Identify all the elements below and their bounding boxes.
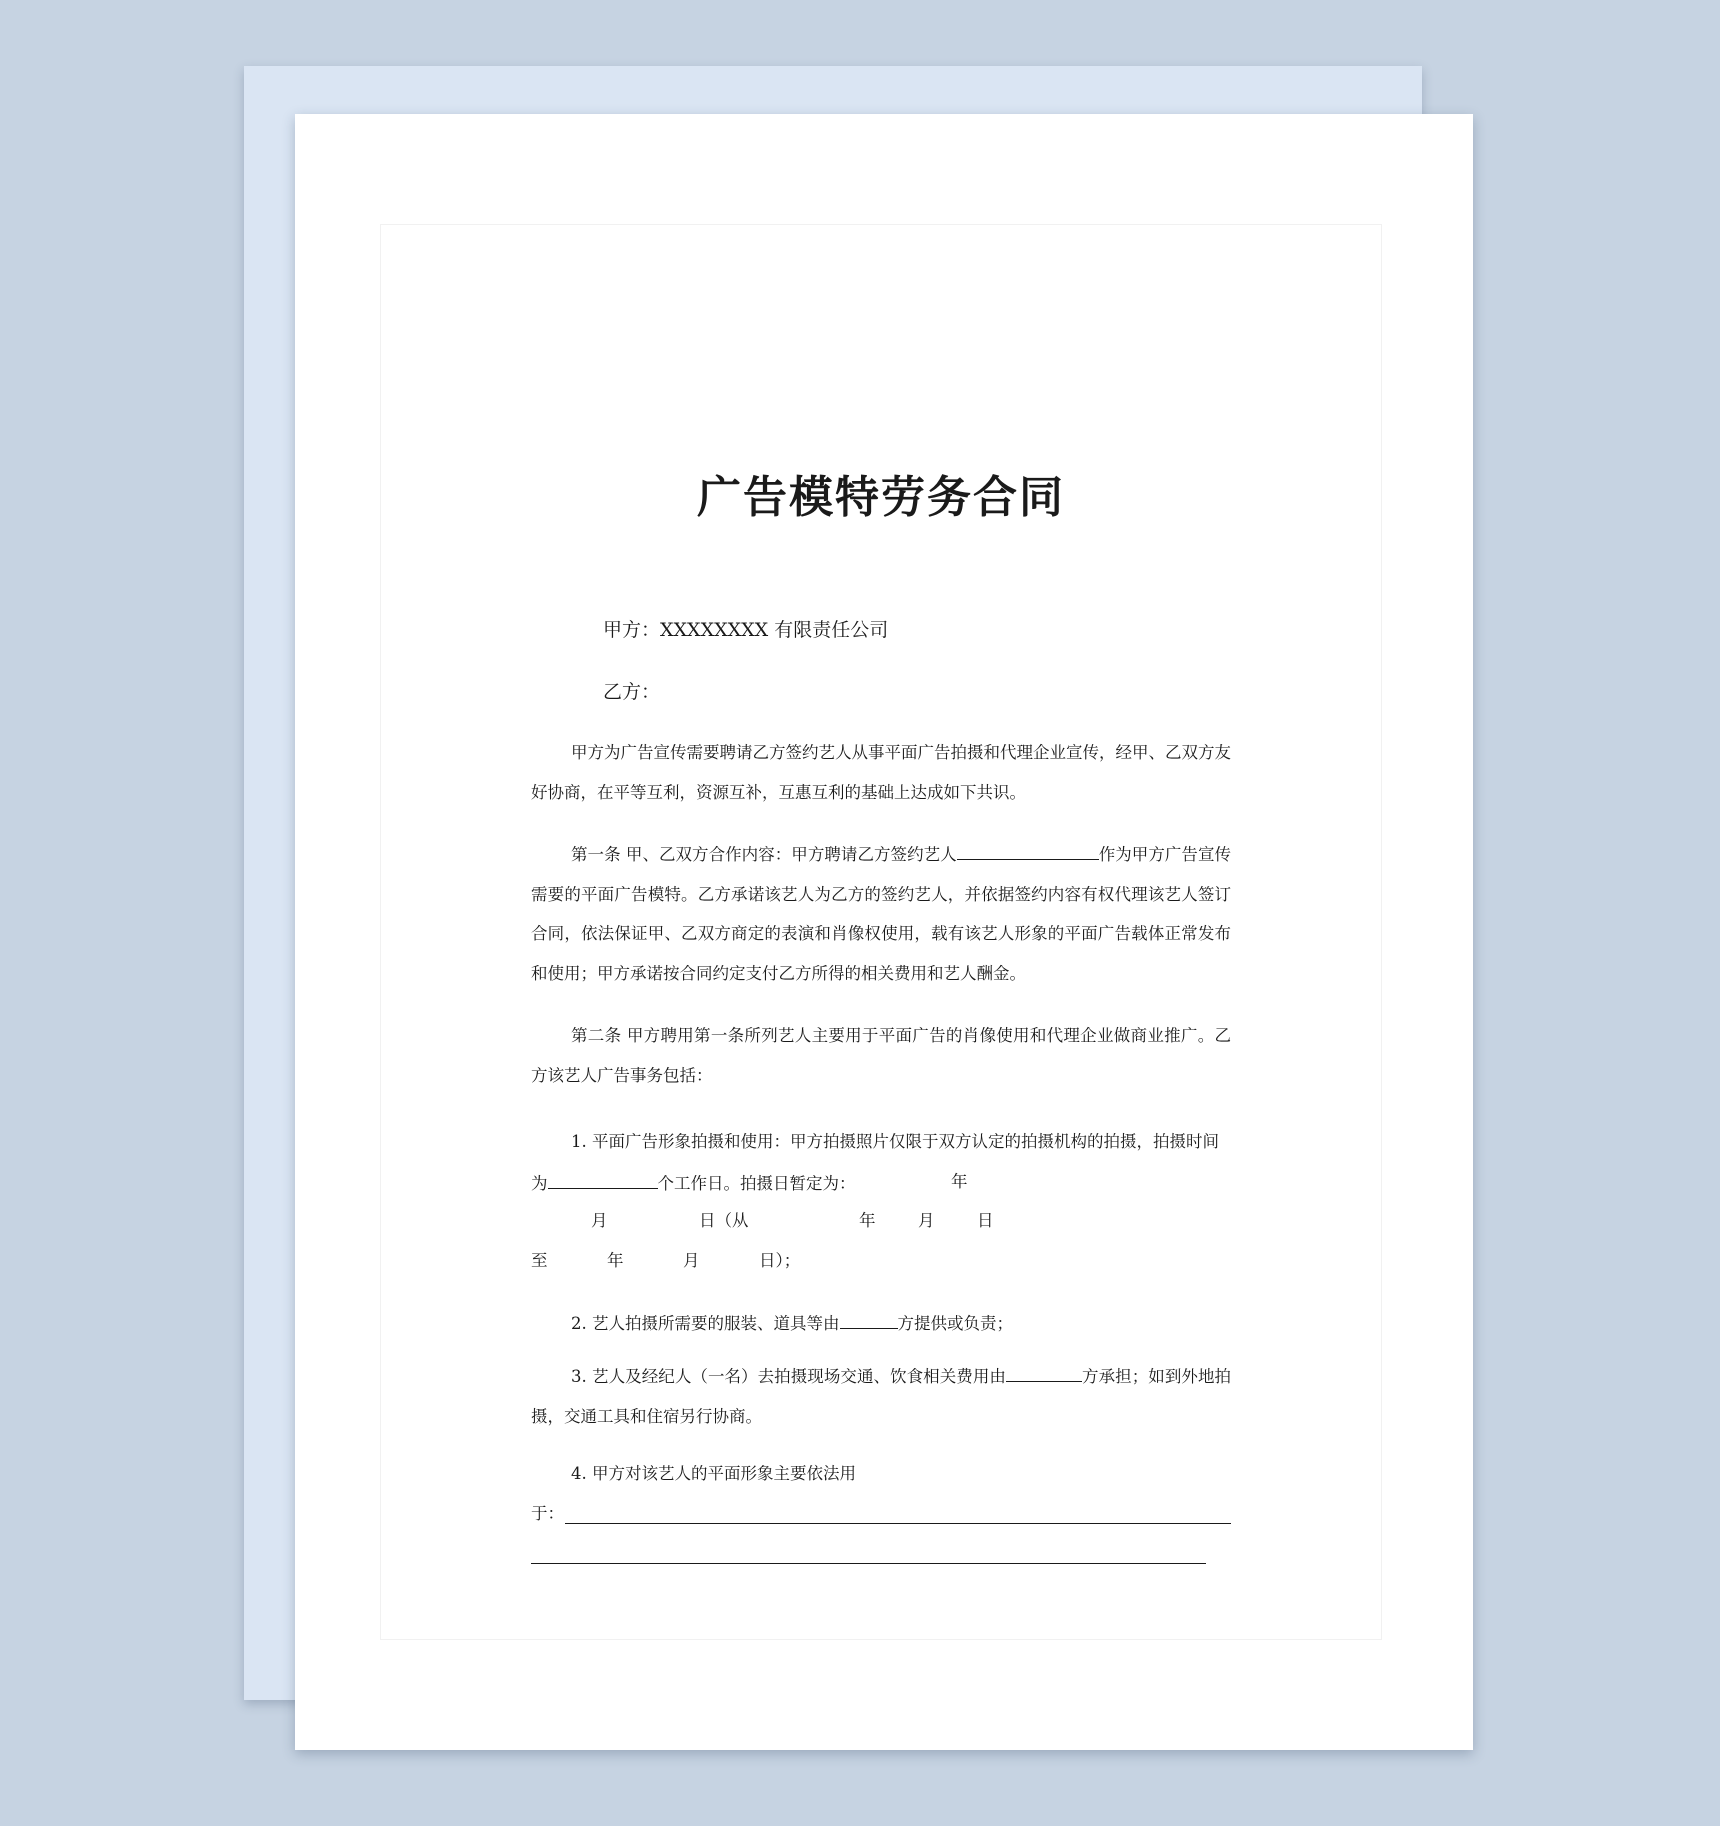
artist-name-blank xyxy=(957,841,1099,860)
item-3-text-before: 3. 艺人及经纪人（一名）去拍摄现场交通、饮食相关费用由 xyxy=(571,1367,1006,1386)
intro-paragraph: 甲方为广告宣传需要聘请乙方签约艺人从事平面广告拍摄和代理企业宣传，经甲、乙双方友好协商，在平等互利，资源互补，互惠互利的基础上达成如下共识。 xyxy=(531,743,1231,802)
item-1-to-year-label: 年 xyxy=(607,1251,624,1270)
party-b-line: 乙方： xyxy=(603,681,661,703)
item-1-line-2 xyxy=(531,1170,856,1196)
item-1-workdays-text: 个工作日。拍摄日暂定为： xyxy=(657,1174,856,1193)
article-1-text-after: 作为甲方广告宣传需要的平面广告模特。乙方承诺该艺人为乙方的签约艺人，并依据签约内容有权代理该艺人签订合同，依法保证甲、乙双方商定的表演和肖像权使用，载有该艺人形象的平面广告载体正常发布和使用；甲方承诺按合同约定支付乙方所得的相关费用和艺人酬金。 xyxy=(531,845,1231,983)
item-4-line-2: 于： xyxy=(531,1504,564,1523)
page-content-frame xyxy=(380,224,1382,1640)
item-1-from-month-label: 月 xyxy=(918,1211,935,1230)
item-3-party-blank xyxy=(1006,1363,1082,1382)
item-1-to-month-label: 月 xyxy=(683,1251,700,1270)
item-4-usage-blank-line-1 xyxy=(565,1523,1231,1524)
article-2-paragraph: 第二条 甲方聘用第一条所列艺人主要用于平面广告的肖像使用和代理企业做商业推广。乙方该艺人广告事务包括： xyxy=(531,1026,1231,1085)
item-3-text-after: 方承担；如到外地拍摄，交通工具和住宿另行协商。 xyxy=(531,1367,1231,1426)
front-page-sheet xyxy=(295,114,1473,1750)
item-1-to-label: 至 xyxy=(531,1251,548,1270)
article-1-text-before: 第一条 甲、乙双方合作内容：甲方聘请乙方签约艺人 xyxy=(571,845,957,864)
item-1-line-1: 1. 平面广告形象拍摄和使用：甲方拍摄照片仅限于双方认定的拍摄机构的拍摄，拍摄时间 xyxy=(571,1132,1219,1151)
party-a-line: 甲方：XXXXXXXX 有限责任公司 xyxy=(603,619,889,641)
document-title: 广告模特劳务合同 xyxy=(697,472,1065,523)
article-1-paragraph xyxy=(531,835,1231,993)
item-1-to-day-label: 日）； xyxy=(759,1251,801,1270)
item-2-party-blank xyxy=(840,1310,898,1329)
item-3-paragraph xyxy=(531,1357,1231,1436)
item-1-year-label: 年 xyxy=(951,1172,968,1191)
item-2-text-before: 2. 艺人拍摄所需要的服装、道具等由 xyxy=(571,1314,840,1333)
item-1-for-label: 为 xyxy=(531,1174,548,1193)
item-4-usage-blank-line-2 xyxy=(531,1563,1206,1564)
item-1-day-from-label: 日（从 xyxy=(699,1211,749,1230)
item-2-line xyxy=(571,1310,1013,1336)
workdays-blank xyxy=(548,1170,658,1189)
item-1-from-year-label: 年 xyxy=(859,1211,876,1230)
item-4-line-1: 4. 甲方对该艺人的平面形象主要依法用 xyxy=(571,1464,856,1483)
item-1-from-day-label: 日 xyxy=(977,1211,994,1230)
item-2-text-after: 方提供或负责； xyxy=(897,1314,1013,1333)
item-1-month-label: 月 xyxy=(591,1211,608,1230)
